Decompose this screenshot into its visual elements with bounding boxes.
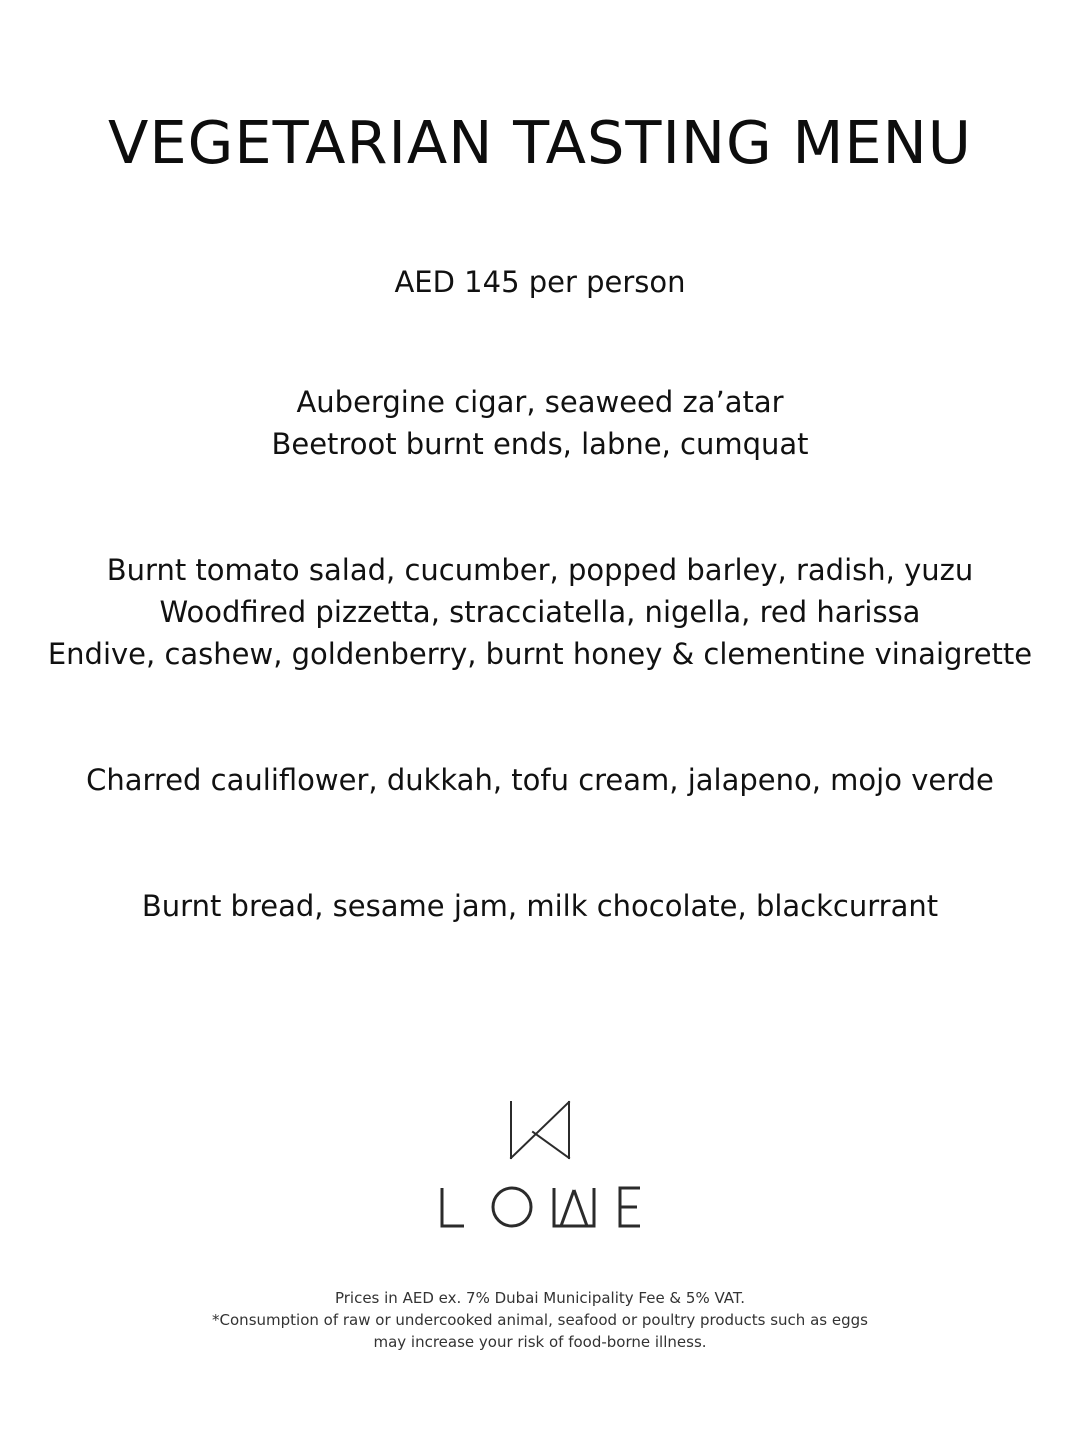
page-title: VEGETARIAN TASTING MENU bbox=[108, 108, 972, 177]
course-3 bbox=[0, 759, 1080, 801]
menu-item: Burnt bread, sesame jam, milk chocolate, blackcurrant bbox=[141, 889, 939, 923]
menu-item: Endive, cashew, goldenberry, burnt honey & clementine vinaigrette bbox=[47, 637, 1033, 671]
menu-item: Woodfired pizzetta, stracciatella, nigella, red harissa bbox=[159, 595, 921, 629]
menu-item: Burnt tomato salad, cucumber, popped barley, radish, yuzu bbox=[106, 553, 974, 587]
lowe-logo bbox=[0, 1096, 1080, 1236]
menu-item: Beetroot burnt ends, labne, cumquat bbox=[271, 427, 809, 461]
footer-consumption-warning-cont: may increase your risk of food-borne illness. bbox=[373, 1333, 707, 1351]
lowe-logo-svg bbox=[430, 1096, 650, 1232]
course-1 bbox=[0, 381, 1080, 465]
lowe-monogram-icon bbox=[511, 1102, 569, 1158]
lowe-wordmark bbox=[442, 1188, 640, 1226]
footer-notes bbox=[0, 1287, 1080, 1353]
price-per-person: AED 145 per person bbox=[394, 265, 686, 299]
footer-consumption-warning: *Consumption of raw or undercooked animal, seafood or poultry products such as eggs bbox=[212, 1311, 868, 1329]
course-2 bbox=[0, 549, 1080, 675]
footer-price-note: Prices in AED ex. 7% Dubai Municipality Fee & 5% VAT. bbox=[334, 1289, 746, 1307]
menu-item: Charred cauliflower, dukkah, tofu cream, jalapeno, mojo verde bbox=[86, 763, 994, 797]
menu-item: Aubergine cigar, seaweed za’atar bbox=[296, 385, 784, 419]
course-4 bbox=[0, 885, 1080, 927]
